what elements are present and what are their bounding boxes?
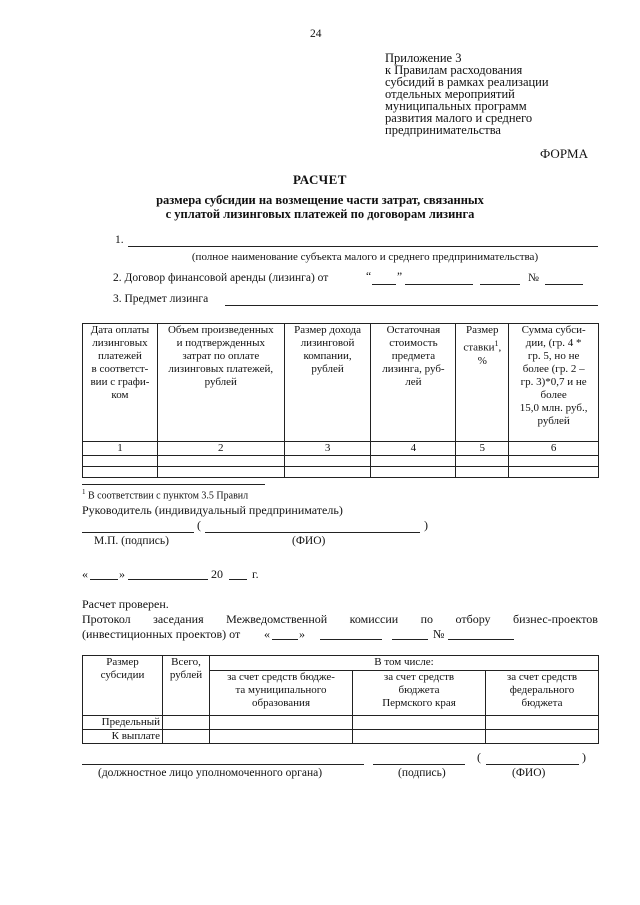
protocol-word: отбору xyxy=(455,612,491,626)
protocol-day-field[interactable] xyxy=(272,639,298,640)
table-row xyxy=(83,456,599,467)
header-payment-date: Дата оплаты лизинговых платежей в соответст- вии с графи- ком xyxy=(83,324,158,442)
table-cell[interactable] xyxy=(284,467,371,478)
header-confirmed-costs: Объем произведенных и подтвержденных затрат по оплате лизинговых платежей, рублей xyxy=(157,324,284,442)
date-year-suffix: г. xyxy=(252,567,259,581)
footnote-divider xyxy=(82,484,265,485)
contract-year-field[interactable] xyxy=(480,284,520,285)
table-cell[interactable] xyxy=(157,467,284,478)
table-cell[interactable] xyxy=(371,467,456,478)
document-title: РАСЧЕТ xyxy=(293,172,347,187)
manager-paren-open: ( xyxy=(197,518,201,532)
table-cell[interactable] xyxy=(163,730,210,744)
protocol-month-field[interactable] xyxy=(320,639,382,640)
form-label: ФОРМА xyxy=(540,146,588,161)
protocol-word: заседания xyxy=(153,612,204,626)
footnote-text: В соответствии с пунктом 3.5 Правил xyxy=(88,490,249,502)
item2-quote-open: “ xyxy=(366,271,372,283)
header-municipal-budget: за счет средств бюдже- та муниципального образования xyxy=(210,671,353,716)
table-cell[interactable] xyxy=(210,730,353,744)
protocol-number-field[interactable] xyxy=(448,639,514,640)
check-label: Расчет проверен. xyxy=(82,597,169,611)
manager-signature-field[interactable] xyxy=(82,532,194,533)
appendix-line: развития малого и среднего xyxy=(385,111,533,125)
protocol-word: бизнес-проектов xyxy=(513,612,598,626)
calculation-table xyxy=(82,323,599,478)
official-fio-field[interactable] xyxy=(486,764,579,765)
subject-name-caption: (полное наименование субъекта малого и среднего предпринимательства) xyxy=(191,251,539,263)
subsidy-table-header-row xyxy=(83,656,599,671)
item2-label: 2. Договор финансовой аренды (лизинга) от xyxy=(113,272,329,284)
table-cell[interactable] xyxy=(509,467,599,478)
table-cell[interactable] xyxy=(284,456,371,467)
subsidy-table xyxy=(82,655,599,744)
header-subsidy-size: Размер субсидии xyxy=(83,656,163,716)
protocol-year-field[interactable] xyxy=(392,639,428,640)
table-cell[interactable] xyxy=(486,716,599,730)
appendix-line: субсидий в рамках реализации xyxy=(385,75,549,89)
protocol-quote-close: » xyxy=(299,627,305,641)
official-fio-caption: (ФИО) xyxy=(512,767,546,779)
table-cell[interactable] xyxy=(353,716,486,730)
date-month-field[interactable] xyxy=(128,579,208,580)
protocol-word: комиссии xyxy=(349,612,399,626)
appendix-line: к Правилам расходования xyxy=(385,63,523,77)
row-label-payout: К выплате xyxy=(83,730,163,744)
table-cell[interactable] xyxy=(210,716,353,730)
col-number-6: 6 xyxy=(509,442,599,456)
table-cell[interactable] xyxy=(456,456,509,467)
protocol-word: по xyxy=(420,612,434,626)
item2-number-sign: № xyxy=(528,272,539,284)
official-paren-open: ( xyxy=(477,750,481,764)
footnote-ref: 1 xyxy=(494,339,499,348)
header-rate: Размер ставки$^1$, % xyxy=(456,324,509,442)
protocol-line2: (инвестиционных проектов) от xyxy=(82,627,241,641)
footnote-mark: 1 xyxy=(82,488,86,496)
official-field[interactable] xyxy=(82,764,364,765)
appendix-line: отдельных мероприятий xyxy=(385,87,515,101)
table-cell[interactable] xyxy=(509,456,599,467)
protocol-number-sign: № xyxy=(433,627,445,641)
col-number-1: 1 xyxy=(83,442,158,456)
protocol-word: Межведомственной xyxy=(226,612,328,626)
appendix-line: предпринимательства xyxy=(385,123,501,137)
appendix-line: Приложение 3 xyxy=(385,51,462,65)
table-cell[interactable] xyxy=(157,456,284,467)
header-leasing-income: Размер дохода лизинговой компании, рублей xyxy=(284,324,371,442)
contract-month-field[interactable] xyxy=(405,284,473,285)
protocol-word: Протокол xyxy=(82,612,131,626)
header-including: В том числе: xyxy=(210,656,599,671)
table-cell[interactable] xyxy=(83,467,158,478)
header-rate-unit: % xyxy=(477,354,487,367)
official-signature-field[interactable] xyxy=(373,764,465,765)
protocol-quote-open: « xyxy=(264,627,270,641)
table-row xyxy=(83,467,599,478)
date-quote-close: » xyxy=(119,567,125,581)
col-number-5: 5 xyxy=(456,442,509,456)
col-number-3: 3 xyxy=(284,442,371,456)
subtitle-line-1: размера субсидии на возмещение части затрат, связанных xyxy=(156,193,484,207)
manager-paren-close: ) xyxy=(424,518,428,532)
date-year-field[interactable] xyxy=(229,579,247,580)
table-cell[interactable] xyxy=(371,456,456,467)
table-cell[interactable] xyxy=(486,730,599,744)
leasing-subject-field[interactable] xyxy=(225,305,598,306)
manager-fio-caption: (ФИО) xyxy=(292,535,326,547)
col-number-2: 2 xyxy=(157,442,284,456)
row-label-limit: Предельный xyxy=(83,716,163,730)
official-sign-caption: (подпись) xyxy=(398,767,446,779)
date-year-prefix: 20 xyxy=(211,567,223,581)
manager-fio-field[interactable] xyxy=(205,532,420,533)
table-row xyxy=(83,716,599,730)
table-cell[interactable] xyxy=(83,456,158,467)
date-day-field[interactable] xyxy=(90,579,118,580)
document-subtitle xyxy=(0,193,640,221)
header-federal-budget: за счет средств федерального бюджета xyxy=(486,671,599,716)
table-row xyxy=(83,730,599,744)
subject-name-field[interactable] xyxy=(128,246,598,247)
official-caption: (должностное лицо уполномоченного органа) xyxy=(98,767,323,779)
table-cell[interactable] xyxy=(456,467,509,478)
footnote xyxy=(82,488,248,501)
appendix-block xyxy=(385,52,600,136)
header-subsidy-amount: Сумма субси- дии, (гр. 4 * гр. 5, но не более (гр. 2 – гр. 3)*0,7 и не более 15,0 млн. руб., рублей xyxy=(509,324,599,442)
calculation-table-header-row xyxy=(83,324,599,442)
manager-title: Руководитель (индивидуальный предприниматель) xyxy=(82,503,343,517)
subtitle-line-2: с уплатой лизинговых платежей по договорам лизинга xyxy=(165,207,475,221)
item2-quote-close: ” xyxy=(397,271,403,283)
column-number-row xyxy=(83,442,599,456)
item3-label: 3. Предмет лизинга xyxy=(113,293,209,305)
date-quote-open: « xyxy=(82,567,88,581)
official-paren-close: ) xyxy=(582,750,586,764)
contract-number-field[interactable] xyxy=(545,284,583,285)
contract-day-field[interactable] xyxy=(372,284,396,285)
item1-number: 1. xyxy=(115,234,124,246)
table-cell[interactable] xyxy=(163,716,210,730)
protocol-line xyxy=(82,612,598,627)
table-cell[interactable] xyxy=(353,730,486,744)
header-rate-label: Размер ставки xyxy=(463,324,499,354)
page-number: 24 xyxy=(310,28,322,40)
header-total: Всего, рублей xyxy=(163,656,210,716)
manager-stamp-caption: М.П. (подпись) xyxy=(94,535,169,547)
header-residual-value: Остаточная стоимость предмета лизинга, руб- лей xyxy=(371,324,456,442)
col-number-4: 4 xyxy=(371,442,456,456)
appendix-line: муниципальных программ xyxy=(385,99,527,113)
header-perm-budget: за счет средств бюджета Пермского края xyxy=(353,671,486,716)
